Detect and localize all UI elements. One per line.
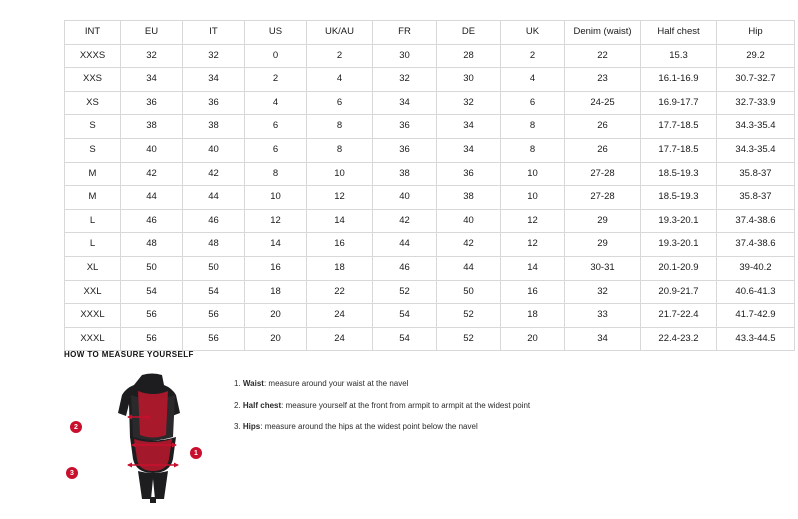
- cell-de: 28: [437, 44, 501, 68]
- cell-fr: 38: [373, 162, 437, 186]
- cell-hip: 40.6-41.3: [717, 280, 795, 304]
- cell-half-chest: 18.5-19.3: [641, 162, 717, 186]
- cell-de: 52: [437, 327, 501, 351]
- cell-it: 38: [183, 115, 245, 139]
- cell-uk-au: 4: [307, 68, 373, 92]
- cell-half-chest: 15.3: [641, 44, 717, 68]
- cell-half-chest: 21.7-22.4: [641, 304, 717, 328]
- cell-de: 36: [437, 162, 501, 186]
- mannequin-illustration: [98, 373, 208, 503]
- cell-uk: 20: [501, 327, 565, 351]
- cell-eu: 36: [121, 91, 183, 115]
- table-row: [65, 115, 795, 139]
- cell-hip: 39-40.2: [717, 256, 795, 280]
- how-to-measure-section: [64, 350, 744, 503]
- cell-int: XL: [65, 256, 121, 280]
- cell-us: 16: [245, 256, 307, 280]
- cell-hip: 37.4-38.6: [717, 233, 795, 257]
- cell-it: 56: [183, 327, 245, 351]
- cell-denim-waist: 24-25: [565, 91, 641, 115]
- cell-half-chest: 17.7-18.5: [641, 138, 717, 162]
- column-header-hip: Hip: [717, 21, 795, 45]
- cell-hip: 34.3-35.4: [717, 115, 795, 139]
- cell-it: 48: [183, 233, 245, 257]
- cell-it: 34: [183, 68, 245, 92]
- cell-us: 18: [245, 280, 307, 304]
- column-header-eu: EU: [121, 21, 183, 45]
- cell-denim-waist: 23: [565, 68, 641, 92]
- cell-uk: 12: [501, 209, 565, 233]
- cell-int: XXS: [65, 68, 121, 92]
- table-row: [65, 280, 795, 304]
- cell-eu: 48: [121, 233, 183, 257]
- cell-hip: 35.8-37: [717, 162, 795, 186]
- column-header-int: INT: [65, 21, 121, 45]
- cell-eu: 46: [121, 209, 183, 233]
- cell-half-chest: 19.3-20.1: [641, 209, 717, 233]
- cell-us: 2: [245, 68, 307, 92]
- cell-it: 50: [183, 256, 245, 280]
- cell-uk-au: 10: [307, 162, 373, 186]
- cell-fr: 34: [373, 91, 437, 115]
- cell-us: 0: [245, 44, 307, 68]
- cell-denim-waist: 27-28: [565, 162, 641, 186]
- cell-int: L: [65, 209, 121, 233]
- cell-us: 20: [245, 327, 307, 351]
- cell-it: 44: [183, 186, 245, 210]
- measurement-note-hips: [234, 422, 530, 432]
- measure-badge-1: 1: [190, 447, 202, 459]
- cell-us: 6: [245, 138, 307, 162]
- table-row: [65, 327, 795, 351]
- measure-badge-3: 3: [66, 467, 78, 479]
- cell-fr: 46: [373, 256, 437, 280]
- size-conversion-table: [64, 20, 795, 351]
- cell-uk-au: 12: [307, 186, 373, 210]
- cell-it: 36: [183, 91, 245, 115]
- cell-fr: 42: [373, 209, 437, 233]
- cell-int: M: [65, 162, 121, 186]
- note-text-half-chest: : measure yourself at the front from armpit to armpit at the widest point: [281, 400, 531, 410]
- cell-denim-waist: 26: [565, 115, 641, 139]
- cell-uk: 8: [501, 115, 565, 139]
- cell-uk: 12: [501, 233, 565, 257]
- cell-de: 30: [437, 68, 501, 92]
- cell-eu: 32: [121, 44, 183, 68]
- cell-uk-au: 8: [307, 115, 373, 139]
- cell-fr: 30: [373, 44, 437, 68]
- cell-de: 50: [437, 280, 501, 304]
- table-row: [65, 138, 795, 162]
- cell-hip: 43.3-44.5: [717, 327, 795, 351]
- cell-fr: 32: [373, 68, 437, 92]
- cell-fr: 54: [373, 327, 437, 351]
- table-row: [65, 186, 795, 210]
- cell-eu: 44: [121, 186, 183, 210]
- cell-uk-au: 24: [307, 304, 373, 328]
- cell-uk-au: 8: [307, 138, 373, 162]
- cell-eu: 40: [121, 138, 183, 162]
- cell-fr: 54: [373, 304, 437, 328]
- cell-denim-waist: 22: [565, 44, 641, 68]
- cell-it: 54: [183, 280, 245, 304]
- cell-us: 14: [245, 233, 307, 257]
- size-table-container: [64, 20, 776, 351]
- cell-de: 44: [437, 256, 501, 280]
- column-header-uk: UK: [501, 21, 565, 45]
- cell-int: XXXL: [65, 304, 121, 328]
- cell-denim-waist: 29: [565, 209, 641, 233]
- cell-eu: 54: [121, 280, 183, 304]
- cell-uk-au: 2: [307, 44, 373, 68]
- note-term-waist: Waist: [242, 379, 264, 388]
- cell-fr: 36: [373, 115, 437, 139]
- cell-uk: 10: [501, 186, 565, 210]
- cell-int: XS: [65, 91, 121, 115]
- cell-uk: 10: [501, 162, 565, 186]
- cell-half-chest: 16.9-17.7: [641, 91, 717, 115]
- note-term-hips: Hips: [242, 422, 261, 432]
- cell-half-chest: 16.1-16.9: [641, 68, 717, 92]
- measurement-note-half-chest: [234, 401, 530, 411]
- cell-fr: 52: [373, 280, 437, 304]
- how-to-measure-title: HOW TO MEASURE YOURSELF: [64, 350, 194, 359]
- cell-hip: 34.3-35.4: [717, 138, 795, 162]
- cell-hip: 35.8-37: [717, 186, 795, 210]
- measure-badge-2: 2: [70, 421, 82, 433]
- cell-de: 34: [437, 138, 501, 162]
- note-index-3: 3.: [234, 422, 241, 432]
- note-text-waist: : measure around your waist at the navel: [263, 379, 409, 388]
- cell-int: M: [65, 186, 121, 210]
- cell-int: XXXS: [65, 44, 121, 68]
- cell-half-chest: 19.3-20.1: [641, 233, 717, 257]
- cell-us: 10: [245, 186, 307, 210]
- cell-eu: 34: [121, 68, 183, 92]
- cell-hip: 32.7-33.9: [717, 91, 795, 115]
- table-row: [65, 233, 795, 257]
- cell-uk: 18: [501, 304, 565, 328]
- column-header-de: DE: [437, 21, 501, 45]
- table-header: [65, 21, 795, 45]
- cell-hip: 37.4-38.6: [717, 209, 795, 233]
- cell-eu: 42: [121, 162, 183, 186]
- cell-de: 38: [437, 186, 501, 210]
- cell-fr: 44: [373, 233, 437, 257]
- column-header-fr: FR: [373, 21, 437, 45]
- cell-uk: 6: [501, 91, 565, 115]
- cell-uk-au: 6: [307, 91, 373, 115]
- cell-half-chest: 17.7-18.5: [641, 115, 717, 139]
- cell-it: 46: [183, 209, 245, 233]
- cell-de: 52: [437, 304, 501, 328]
- cell-int: XXL: [65, 280, 121, 304]
- note-text-hips: : measure around the hips at the widest point below the navel: [260, 422, 478, 432]
- cell-half-chest: 18.5-19.3: [641, 186, 717, 210]
- cell-it: 42: [183, 162, 245, 186]
- cell-us: 8: [245, 162, 307, 186]
- table-header-row: [65, 21, 795, 45]
- cell-it: 40: [183, 138, 245, 162]
- cell-us: 4: [245, 91, 307, 115]
- column-header-us: US: [245, 21, 307, 45]
- table-body: [65, 44, 795, 351]
- cell-eu: 38: [121, 115, 183, 139]
- cell-uk: 2: [501, 44, 565, 68]
- cell-hip: 41.7-42.9: [717, 304, 795, 328]
- cell-us: 20: [245, 304, 307, 328]
- cell-eu: 56: [121, 327, 183, 351]
- cell-int: S: [65, 138, 121, 162]
- cell-de: 32: [437, 91, 501, 115]
- cell-de: 40: [437, 209, 501, 233]
- cell-half-chest: 22.4-23.2: [641, 327, 717, 351]
- cell-eu: 50: [121, 256, 183, 280]
- cell-us: 6: [245, 115, 307, 139]
- cell-half-chest: 20.9-21.7: [641, 280, 717, 304]
- cell-it: 56: [183, 304, 245, 328]
- cell-de: 42: [437, 233, 501, 257]
- note-index-1: 1.: [234, 379, 241, 388]
- table-row: [65, 91, 795, 115]
- cell-denim-waist: 29: [565, 233, 641, 257]
- table-row: [65, 44, 795, 68]
- cell-uk: 14: [501, 256, 565, 280]
- how-to-measure-body: [64, 369, 744, 503]
- note-index-2: 2.: [234, 400, 241, 410]
- column-header-denim-waist: Denim (waist): [565, 21, 641, 45]
- column-header-half-chest: Half chest: [641, 21, 717, 45]
- cell-uk: 16: [501, 280, 565, 304]
- cell-uk: 8: [501, 138, 565, 162]
- column-header-it: IT: [183, 21, 245, 45]
- cell-uk-au: 16: [307, 233, 373, 257]
- cell-eu: 56: [121, 304, 183, 328]
- table-row: [65, 209, 795, 233]
- cell-denim-waist: 30-31: [565, 256, 641, 280]
- cell-uk-au: 14: [307, 209, 373, 233]
- cell-fr: 36: [373, 138, 437, 162]
- cell-de: 34: [437, 115, 501, 139]
- note-term-half-chest: Half chest: [242, 400, 282, 410]
- cell-int: L: [65, 233, 121, 257]
- measurement-note-waist: [234, 379, 530, 389]
- cell-denim-waist: 34: [565, 327, 641, 351]
- cell-uk-au: 18: [307, 256, 373, 280]
- cell-it: 32: [183, 44, 245, 68]
- cell-int: XXXL: [65, 327, 121, 351]
- cell-denim-waist: 33: [565, 304, 641, 328]
- cell-int: S: [65, 115, 121, 139]
- measurement-figure: [70, 373, 208, 503]
- measurement-notes: [234, 379, 530, 444]
- column-header-uk-au: UK/AU: [307, 21, 373, 45]
- cell-us: 12: [245, 209, 307, 233]
- cell-denim-waist: 26: [565, 138, 641, 162]
- cell-uk-au: 24: [307, 327, 373, 351]
- cell-half-chest: 20.1-20.9: [641, 256, 717, 280]
- cell-uk: 4: [501, 68, 565, 92]
- cell-denim-waist: 27-28: [565, 186, 641, 210]
- table-row: [65, 68, 795, 92]
- cell-fr: 40: [373, 186, 437, 210]
- cell-denim-waist: 32: [565, 280, 641, 304]
- table-row: [65, 304, 795, 328]
- table-row: [65, 162, 795, 186]
- table-row: [65, 256, 795, 280]
- cell-uk-au: 22: [307, 280, 373, 304]
- cell-hip: 30.7-32.7: [717, 68, 795, 92]
- cell-hip: 29.2: [717, 44, 795, 68]
